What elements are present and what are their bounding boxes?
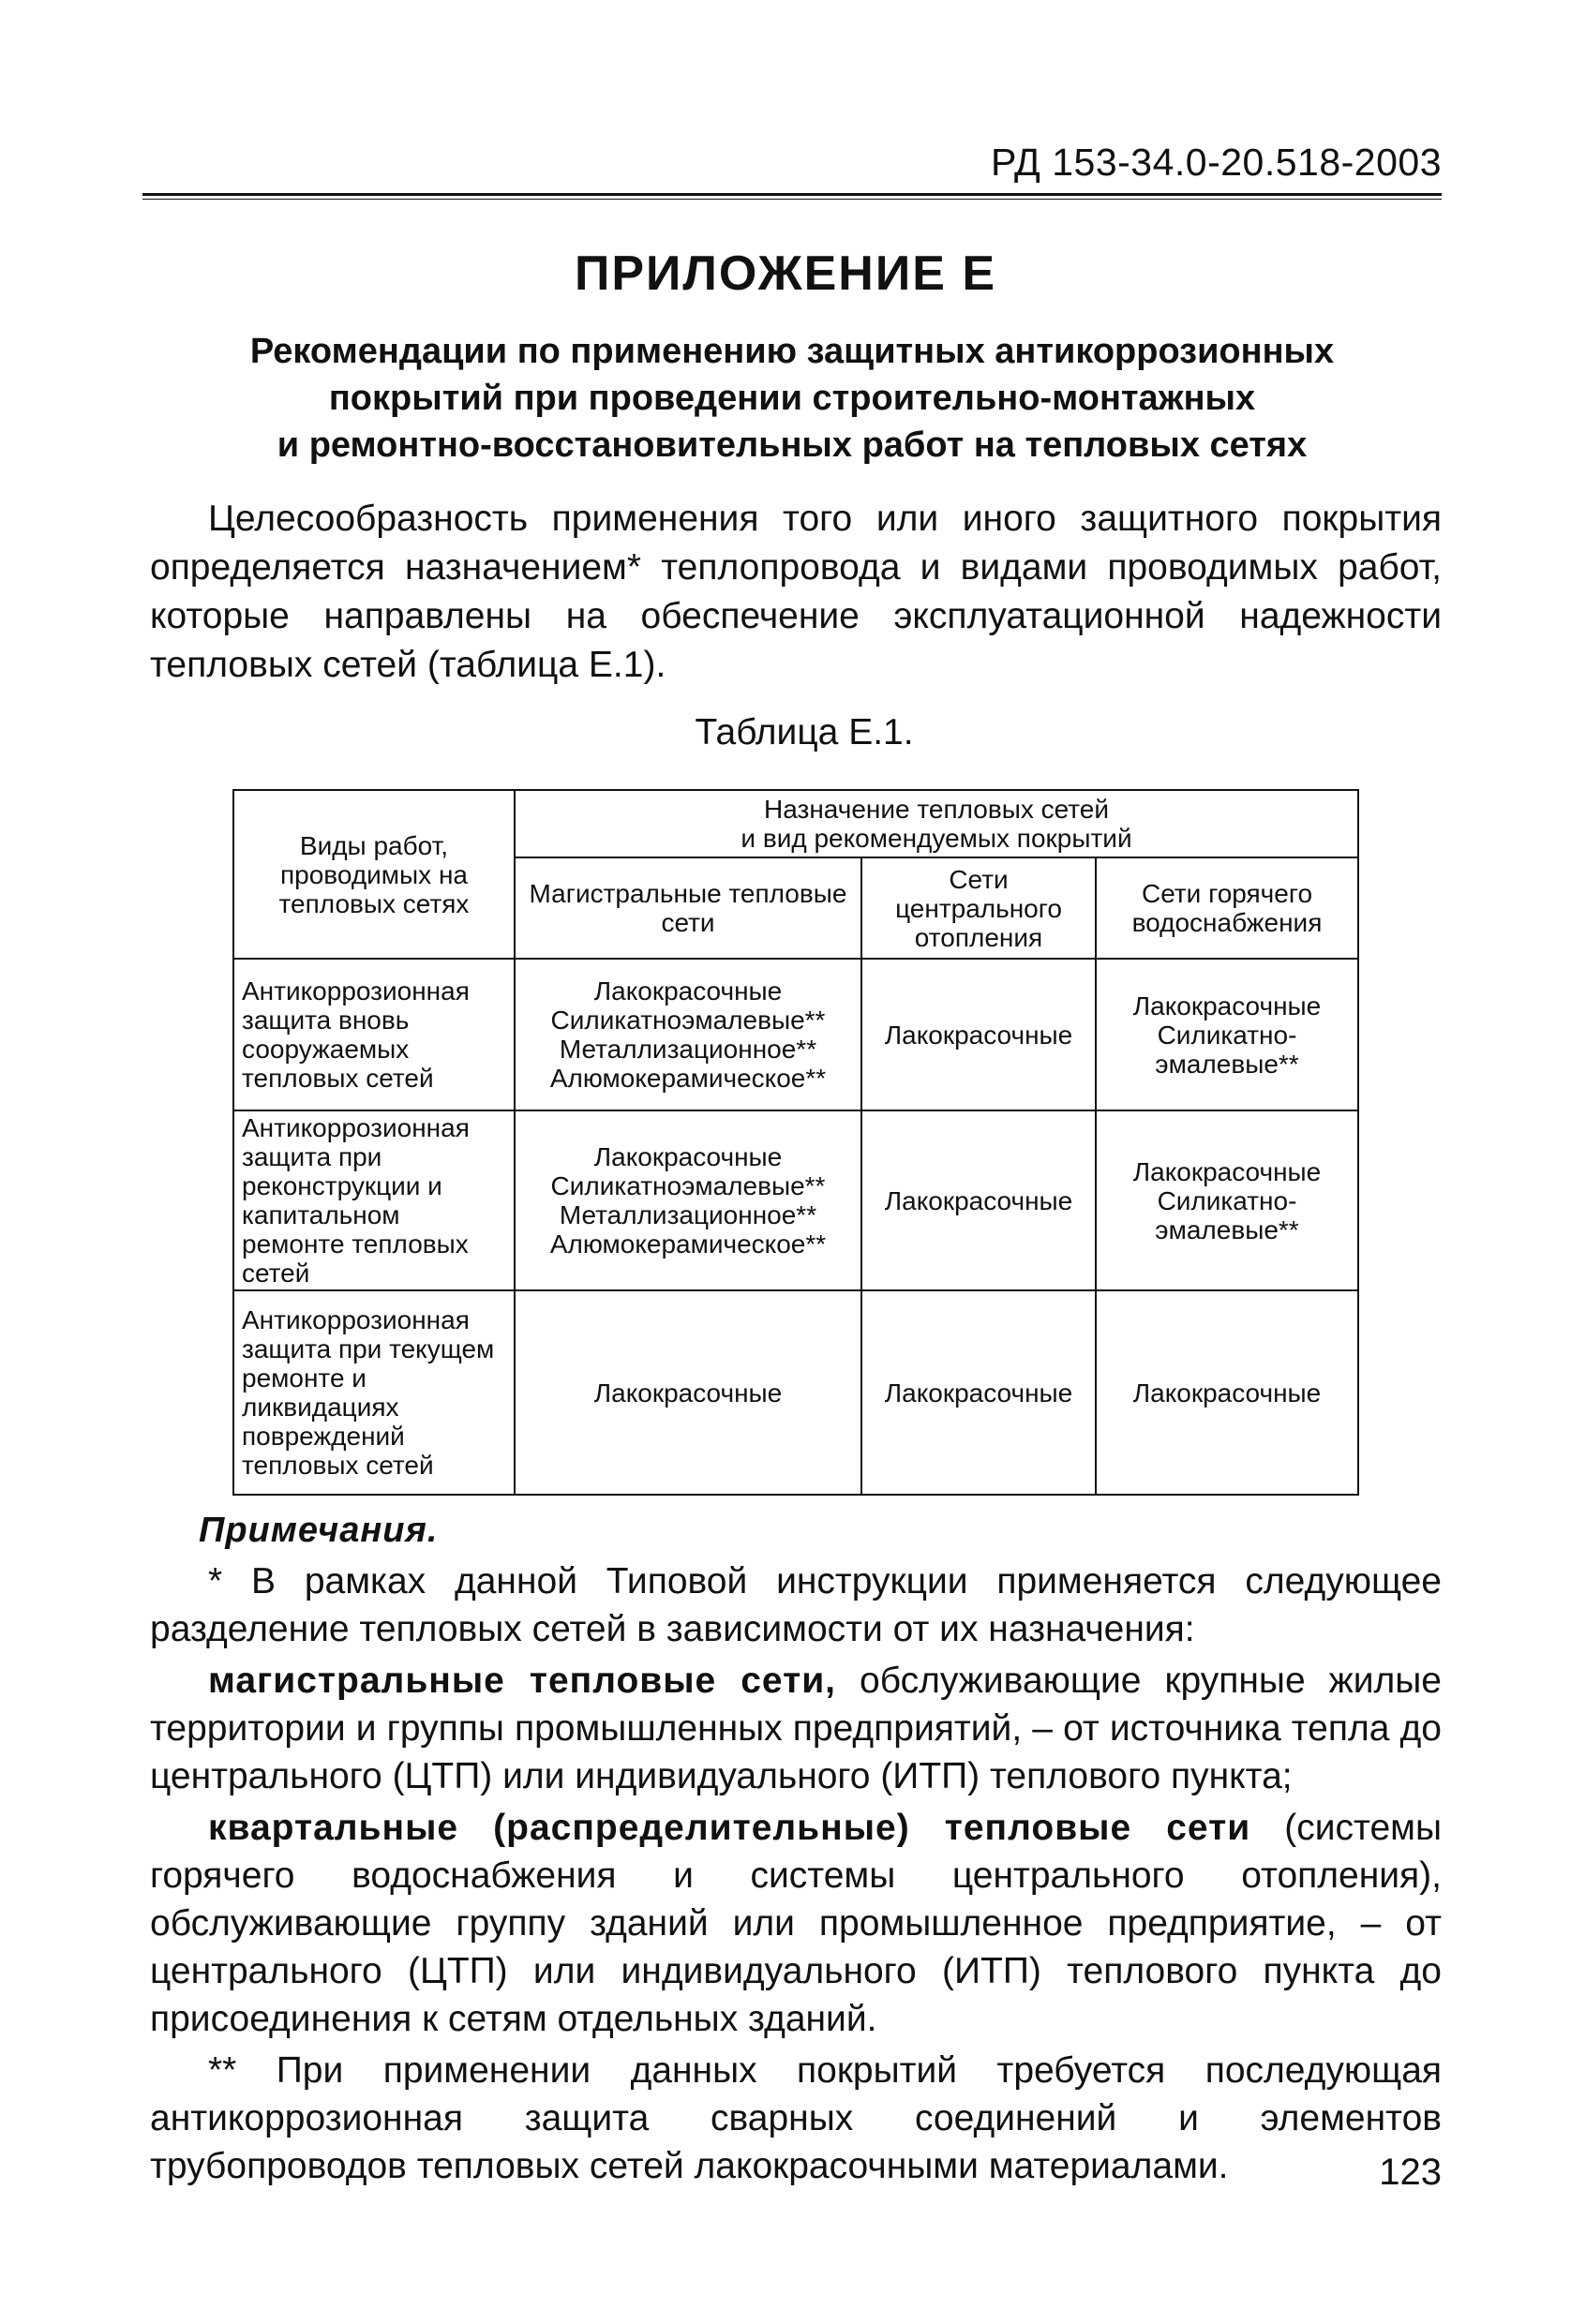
note-definition (150, 1657, 1442, 1800)
coating-line: Силикатноэмалевые** (550, 1006, 826, 1035)
cell-central-heating: Лакокрасочные (861, 959, 1096, 1110)
subtitle-line: Рекомендации по применению защитных антикоррозионных (249, 332, 1335, 371)
table-header-row (233, 790, 1358, 857)
notes-heading: Примечания. (199, 1511, 439, 1550)
note-paragraph: * В рамках данной Типовой инструкции применяется следующее разделение тепловых сетей в зависимости от их назначения: (150, 1561, 1442, 1649)
coating-line: Силикатно- (1157, 1185, 1297, 1215)
coating-line: Лакокрасочные (1132, 1156, 1322, 1186)
cell-hot-water (1096, 1110, 1358, 1290)
coating-line: Лакокрасочные (593, 1142, 783, 1171)
note-term-text: (системы горячего водоснабжения и системы центрального отопления), обслуживающие группу зданий или промышленное предприятие, – от центрального (ЦТП) или индивидуального (ИТП) теплового пункта до присоединения к сетям отдельных зданий. (150, 1808, 1442, 2039)
appendix-subtitle (142, 328, 1442, 469)
table-row (233, 959, 1358, 1110)
coating-line: Алюмокерамическое** (549, 1064, 827, 1093)
appendix-title: ПРИЛОЖЕНИЕ Е (574, 246, 997, 301)
note-definition (150, 1804, 1442, 2043)
cell-central-heating: Лакокрасочные (861, 1290, 1096, 1495)
cell-hot-water: Лакокрасочные (1096, 1290, 1358, 1495)
coatings-table (232, 789, 1359, 1496)
cell-hot-water (1096, 959, 1358, 1110)
header-main-networks: Магистральные тепловые сети (515, 857, 861, 959)
coating-line: эмалевые** (1155, 1049, 1299, 1079)
coating-line: эмалевые** (1155, 1214, 1299, 1244)
coating-line: Силикатно- (1157, 1020, 1297, 1050)
coating-line: Металлизационное** (559, 1200, 817, 1229)
table-caption: Таблица Е.1. (695, 712, 914, 752)
coating-line: Силикатноэмалевые** (550, 1171, 826, 1200)
header-group-line: Назначение тепловых сетей (764, 795, 1109, 824)
header-hot-water: Сети горячего водоснабжения (1096, 857, 1358, 959)
coating-line: Алюмокерамическое** (549, 1229, 827, 1259)
note-term: квартальные (распределительные) тепловые сети (208, 1808, 1251, 1848)
cell-work-type: Антикоррозионная защита вновь сооружаемых тепловых сетей (233, 959, 515, 1110)
coating-line: Лакокрасочные (593, 976, 783, 1006)
header-rule-thin (142, 199, 1442, 200)
cell-work-type: Антикоррозионная защита при текущем ремонте и ликвидациях повреждений тепловых сетей (233, 1290, 515, 1495)
cell-work-type: Антикоррозионная защита при реконструкции и капитальном ремонте тепловых сетей (233, 1110, 515, 1290)
header-group-line: и вид рекомендуемых покрытий (741, 824, 1132, 853)
header-group (515, 790, 1358, 857)
note-paragraph: ** При применении данных покрытий требуется последующая антикоррозионная защита сварных соединений и элементов трубопроводов тепловых сетей лакокрасочными материалами. (150, 2050, 1442, 2186)
subtitle-line: и ремонтно-восстановительных работ на тепловых сетях (277, 425, 1308, 465)
notes-body (150, 1557, 1442, 2194)
coating-line: Лакокрасочные (1132, 991, 1322, 1020)
subtitle-line: покрытий при проведении строительно-монтажных (328, 379, 1256, 418)
cell-main-networks: Лакокрасочные (515, 1290, 861, 1495)
cell-main-networks (515, 1110, 861, 1290)
page-number: 123 (1379, 2152, 1442, 2193)
header-work-type: Виды работ, проводимых на тепловых сетях (233, 790, 515, 959)
intro-paragraph: Целесообразность применения того или иного защитного покрытия определяется назначением* теплопровода и видами проводимых работ, которые направлены на обеспечение эксплуатационной надежности тепловых сетей (таблица Е.1). (150, 499, 1442, 685)
table-row (233, 1110, 1358, 1290)
header-central-heating: Сети центрального отопления (861, 857, 1096, 959)
note-term-text: обслуживающие крупные жилые территории и группы промышленных предприятий, – от источника тепла до центрального (ЦТП) или индивидуального (ИТП) теплового пункта; (150, 1661, 1443, 1796)
note-term: магистральные тепловые сети, (208, 1661, 837, 1701)
document-code: РД 153-34.0-20.518-2003 (990, 141, 1442, 184)
table-row (233, 1290, 1358, 1495)
header-rule (142, 193, 1442, 196)
cell-central-heating: Лакокрасочные (861, 1110, 1096, 1290)
cell-main-networks (515, 959, 861, 1110)
coating-line: Металлизационное** (559, 1035, 817, 1064)
